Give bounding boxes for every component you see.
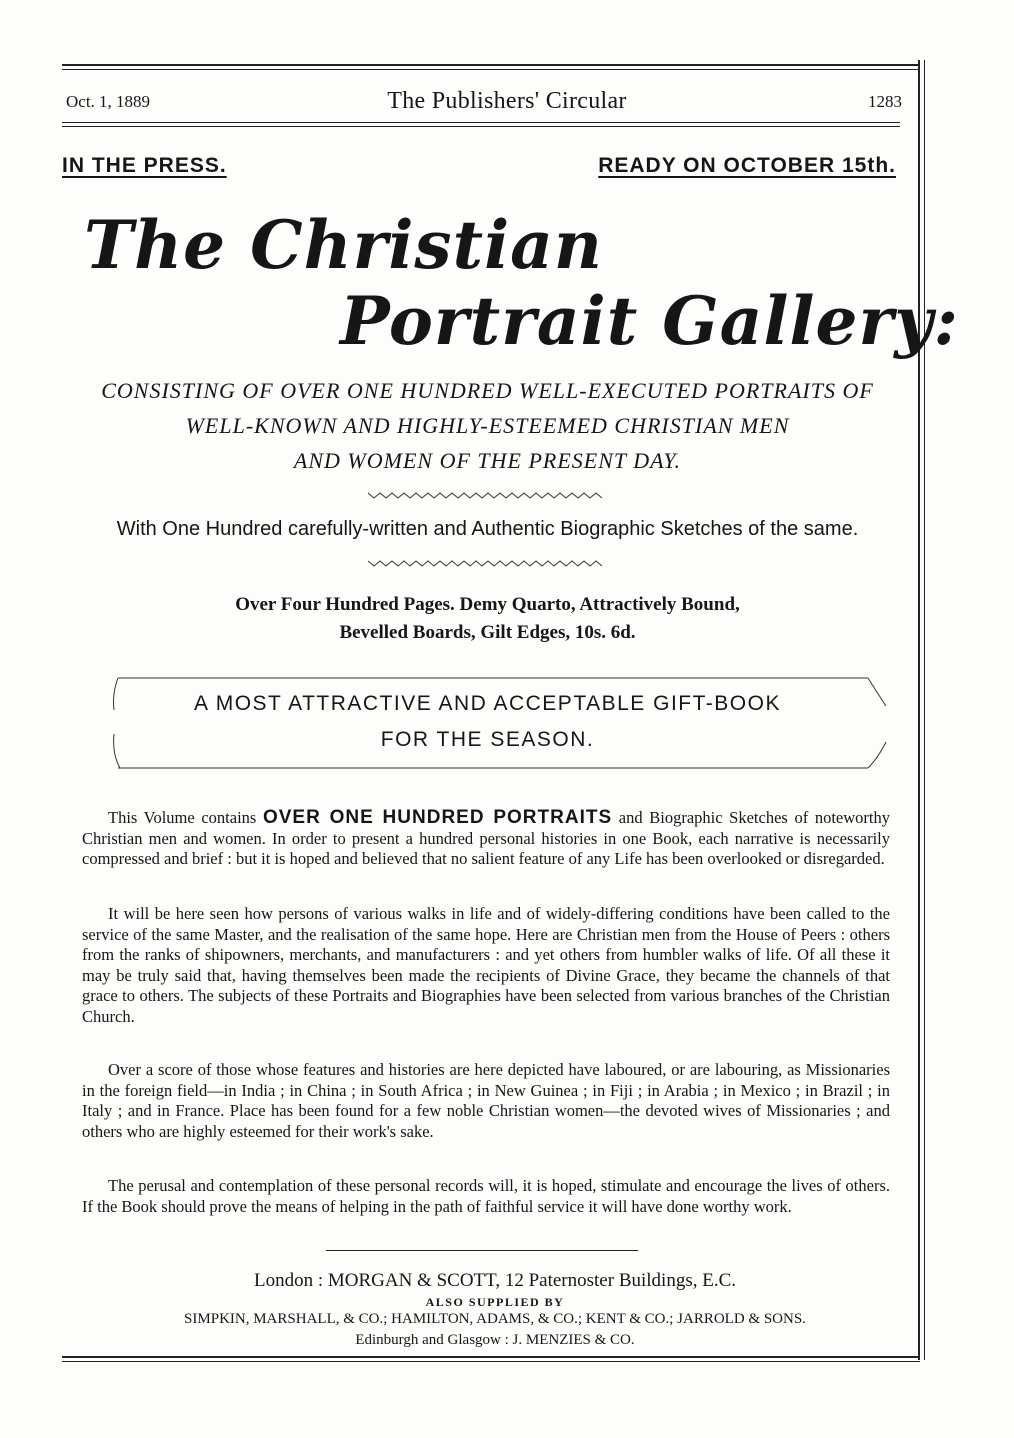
wavy-divider-top: [368, 490, 608, 500]
book-title-line2: Portrait Gallery:: [340, 282, 959, 360]
publisher-address: London : MORGAN & SCOTT, 12 Paternoster Buildings, E.C.: [253, 1270, 737, 1291]
paragraph-1-rest: and Biographic Sketches of noteworthy Christian men and women. In order to present a hundred personal histories in one Book, each narrative is necessarily compressed and brief : but it is hoped and believed that no salient feature of any Life has been overlooked or disregarded.: [82, 808, 891, 868]
book-title-line1: The Christian: [84, 206, 603, 284]
journal-title: The Publishers' Circular: [387, 88, 627, 114]
paragraph-2-text: It will be here seen how persons of various walks in life and of widely-differing conditions have been called to the service of the same Master, and the realisation of the same hope. Here are Christian men from the House of Peers : others from the ranks of shipowners, merchants, and manufacturers : and yet others from humbler walks of life. Of all these it may be truly said that, having themselves been made the recipients of Divine Grace, they became the channels of that grace to others. The subjects of these Portraits and Biographies have been selected from various branches of the Christian Church.: [82, 904, 890, 1026]
biographic-sketches-line: With One Hundred carefully-written and Authentic Biographic Sketches of the same.: [116, 518, 859, 540]
gift-book-line2: FOR THE SEASON.: [380, 728, 595, 751]
paragraph-4: [82, 1176, 890, 1217]
paragraph-2: [82, 904, 890, 1027]
bottom-rule: [62, 1356, 920, 1358]
suppliers-list: SIMPKIN, MARSHALL, & CO.; HAMILTON, ADAMS, & CO.; KENT & CO.; JARROLD & SONS.: [184, 1311, 806, 1327]
header-rule: [62, 122, 900, 123]
description-line2: WELL-KNOWN AND HIGHLY-ESTEEMED CHRISTIAN MEN: [185, 413, 790, 438]
header-rule-2: [62, 126, 900, 127]
paragraph-4-text: The perusal and contemplation of these personal records will, it is hoped, stimulate and encourage the lives of others. If the Book should prove the means of helping in the path of faithful service it will have done worthy work.: [82, 1176, 890, 1216]
paragraph-1-start: This Volume contains: [108, 808, 257, 827]
right-border-thin: [924, 60, 925, 1360]
gift-book-line1: A MOST ATTRACTIVE AND ACCEPTABLE GIFT-BOOK: [194, 692, 781, 715]
edinburgh-supplier: Edinburgh and Glasgow : J. MENZIES & CO.: [355, 1332, 635, 1348]
paragraph-1: [82, 808, 890, 870]
wavy-divider-bottom: [368, 558, 608, 568]
book-details-line1: Over Four Hundred Pages. Demy Quarto, Attractively Bound,: [235, 594, 740, 615]
in-press-label: IN THE PRESS.: [62, 154, 227, 177]
paragraph-3-text: Over a score of those whose features and histories are here depicted have laboured, or are labouring, as Missionaries in the foreign field—in India ; in China ; in South Africa ; in New Guinea ; in Fiji ; in Arabia ; in Mexico ; in Brazil ; in Italy ; and in France. Place has been found for a few noble Christian women—the devoted wives of Missionaries ; and others who are highly esteemed for their work's sake.: [82, 1060, 890, 1141]
footer-divider: [326, 1250, 638, 1251]
description-line1: CONSISTING OF OVER ONE HUNDRED WELL-EXECUTED PORTRAITS OF: [101, 378, 874, 403]
top-rule-thin: [62, 69, 920, 70]
ready-date-label: READY ON OCTOBER 15th.: [598, 154, 896, 177]
issue-date: Oct. 1, 1889: [66, 92, 151, 111]
also-supplied-label: ALSO SUPPLIED BY: [425, 1295, 565, 1309]
description-line3: AND WOMEN OF THE PRESENT DAY.: [293, 448, 682, 473]
bottom-rule-thin: [62, 1361, 920, 1362]
top-rule: [62, 64, 920, 66]
gift-book-frame: [108, 674, 888, 774]
paragraph-1-emphasis: OVER ONE HUNDRED PORTRAITS: [262, 807, 613, 828]
paragraph-3: [82, 1060, 890, 1142]
book-details-line2: Bevelled Boards, Gilt Edges, 10s. 6d.: [339, 622, 636, 643]
right-border: [918, 60, 920, 1360]
page-number: 1283: [868, 92, 902, 111]
